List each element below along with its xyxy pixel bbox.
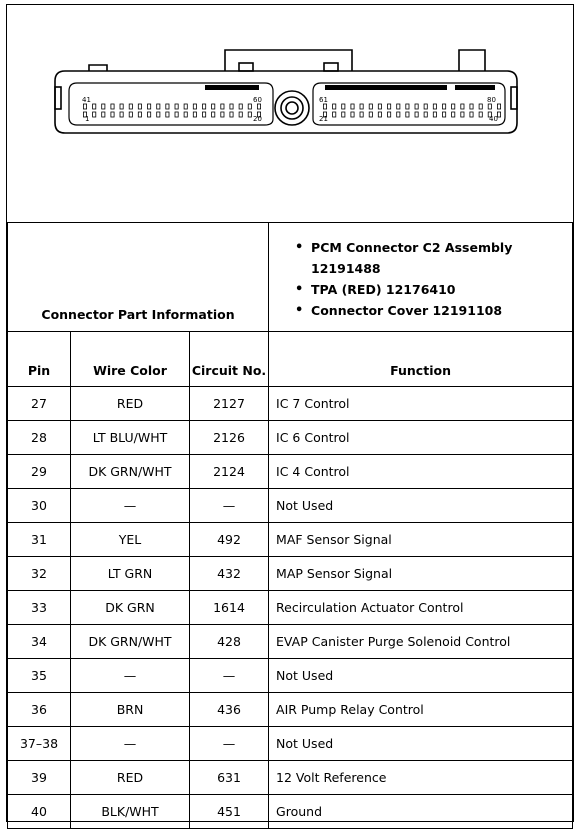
pin-cell: 30	[8, 489, 71, 523]
pin-rows	[83, 104, 500, 117]
pin-cell: 37–38	[8, 727, 71, 761]
pin-cell: 29	[8, 455, 71, 489]
wire-color-cell: DK GRN/WHT	[71, 455, 190, 489]
pin-cell: 32	[8, 557, 71, 591]
table-row	[8, 523, 573, 557]
table-header-row	[8, 332, 573, 387]
pin-label-20: 20	[253, 115, 262, 123]
function-cell: IC 6 Control	[269, 421, 573, 455]
table-row	[8, 455, 573, 489]
pin-cavity	[239, 112, 242, 117]
pin-cavity	[351, 112, 354, 117]
pin-cavity	[424, 112, 427, 117]
pin-label-41: 41	[82, 96, 91, 104]
pin-cavity	[239, 104, 242, 109]
pin-cavity	[212, 112, 215, 117]
pin-label-61: 61	[319, 96, 328, 104]
connector-info-row	[8, 223, 573, 332]
pin-cavity	[433, 112, 436, 117]
pin-cavity	[470, 112, 473, 117]
pin-cell: 31	[8, 523, 71, 557]
pin-cavity	[212, 104, 215, 109]
pin-cavity	[166, 112, 169, 117]
function-cell: Ground	[269, 795, 573, 829]
function-cell: MAF Sensor Signal	[269, 523, 573, 557]
function-cell: Recirculation Actuator Control	[269, 591, 573, 625]
wire-color-cell: BRN	[71, 693, 190, 727]
pin-cavity	[148, 112, 151, 117]
pin-cavity	[184, 104, 187, 109]
circuit-cell: —	[190, 659, 269, 693]
wire-color-cell: LT GRN	[71, 557, 190, 591]
pin-cavity	[111, 104, 114, 109]
pin-cavity	[102, 112, 105, 117]
pin-cavity	[120, 104, 123, 109]
connector-sheet	[6, 4, 574, 822]
pin-cavity	[193, 112, 196, 117]
table-row	[8, 795, 573, 829]
table-row	[8, 557, 573, 591]
pin-cavity	[369, 104, 372, 109]
wire-color-cell: DK GRN	[71, 591, 190, 625]
circuit-cell: —	[190, 727, 269, 761]
pin-cavity	[406, 104, 409, 109]
pin-cell: 40	[8, 795, 71, 829]
wire-color-cell: BLK/WHT	[71, 795, 190, 829]
connector-info-item: • PCM Connector C2 Assembly 12191488	[295, 237, 572, 279]
circuit-cell: 432	[190, 557, 269, 591]
pin-cavity	[415, 112, 418, 117]
function-cell: EVAP Canister Purge Solenoid Control	[269, 625, 573, 659]
table-row	[8, 761, 573, 795]
pin-cavity	[138, 112, 141, 117]
pin-cavity	[193, 104, 196, 109]
wire-color-cell: —	[71, 489, 190, 523]
pin-cavity	[333, 112, 336, 117]
wire-color-cell: YEL	[71, 523, 190, 557]
pin-cavity	[230, 112, 233, 117]
pin-cavity	[221, 112, 224, 117]
pin-cavity	[157, 112, 160, 117]
pin-cavity	[369, 112, 372, 117]
table-body	[8, 387, 573, 829]
pin-cavity	[129, 112, 132, 117]
function-cell: MAP Sensor Signal	[269, 557, 573, 591]
pin-cavity	[497, 104, 500, 109]
pin-cavity	[443, 112, 446, 117]
table-row	[8, 421, 573, 455]
function-cell: Not Used	[269, 659, 573, 693]
circuit-cell: 436	[190, 693, 269, 727]
pin-cavity	[360, 112, 363, 117]
pin-cavity	[175, 104, 178, 109]
function-cell: AIR Pump Relay Control	[269, 693, 573, 727]
pin-label-60: 60	[253, 96, 262, 104]
circuit-cell: 451	[190, 795, 269, 829]
pin-cavity	[452, 104, 455, 109]
connector-info-item: • TPA (RED) 12176410	[295, 279, 572, 300]
pin-cavity	[221, 104, 224, 109]
pin-cavity	[406, 112, 409, 117]
pin-cavity	[323, 104, 326, 109]
pin-cell: 27	[8, 387, 71, 421]
pin-cavity	[203, 104, 206, 109]
pin-cavity	[479, 104, 482, 109]
pin-cavity	[388, 104, 391, 109]
pin-cavity	[148, 104, 151, 109]
pin-cavity	[397, 112, 400, 117]
circuit-cell: 2124	[190, 455, 269, 489]
pin-cavity	[342, 104, 345, 109]
wire-color-cell: LT BLU/WHT	[71, 421, 190, 455]
circuit-cell: 2126	[190, 421, 269, 455]
pin-cavity	[479, 112, 482, 117]
header-circuit-no: Circuit No.	[190, 332, 269, 387]
header-wire-color: Wire Color	[71, 332, 190, 387]
pin-cavity	[452, 112, 455, 117]
pin-cavity	[378, 112, 381, 117]
pin-cell: 35	[8, 659, 71, 693]
pin-cell: 36	[8, 693, 71, 727]
table-row	[8, 489, 573, 523]
connector-info-list	[269, 223, 573, 332]
wire-color-cell: —	[71, 659, 190, 693]
pin-cavity	[138, 104, 141, 109]
pin-cavity	[248, 104, 251, 109]
pin-cavity	[342, 112, 345, 117]
header-pin: Pin	[8, 332, 71, 387]
pin-cavity	[333, 104, 336, 109]
pin-cavity	[415, 104, 418, 109]
connector-diagram	[7, 5, 572, 223]
pin-cell: 33	[8, 591, 71, 625]
pin-label-1: 1	[85, 115, 90, 123]
pin-cavity	[230, 104, 233, 109]
circuit-cell: 2127	[190, 387, 269, 421]
pin-cavity	[83, 104, 86, 109]
pin-cavity	[397, 104, 400, 109]
pin-cavity	[111, 112, 114, 117]
table-row	[8, 387, 573, 421]
circuit-cell: —	[190, 489, 269, 523]
table-row	[8, 693, 573, 727]
pin-cavity	[424, 104, 427, 109]
pin-label-21: 21	[319, 115, 328, 123]
connector-info-item: • Connector Cover 12191108	[295, 300, 572, 321]
pin-cavity	[470, 104, 473, 109]
connector-info-label: Connector Part Information	[8, 223, 269, 332]
function-cell: IC 4 Control	[269, 455, 573, 489]
pin-cavity	[120, 112, 123, 117]
pin-cavity	[175, 112, 178, 117]
wire-color-cell: —	[71, 727, 190, 761]
wire-color-cell: DK GRN/WHT	[71, 625, 190, 659]
function-cell: Not Used	[269, 727, 573, 761]
pin-cavity	[488, 104, 491, 109]
pin-cell: 28	[8, 421, 71, 455]
circuit-cell: 1614	[190, 591, 269, 625]
circuit-cell: 492	[190, 523, 269, 557]
table-row	[8, 591, 573, 625]
wire-color-cell: RED	[71, 761, 190, 795]
pin-cavity	[157, 104, 160, 109]
pin-cell: 34	[8, 625, 71, 659]
circuit-cell: 631	[190, 761, 269, 795]
pin-cavity	[360, 104, 363, 109]
pinout-table	[7, 222, 573, 829]
table-row	[8, 625, 573, 659]
function-cell: IC 7 Control	[269, 387, 573, 421]
pin-cavity	[93, 112, 96, 117]
table-row	[8, 659, 573, 693]
pin-cavity	[166, 104, 169, 109]
pin-cavity	[203, 112, 206, 117]
pin-cell: 39	[8, 761, 71, 795]
circuit-cell: 428	[190, 625, 269, 659]
pin-label-80: 80	[487, 96, 496, 104]
pin-cavity	[129, 104, 132, 109]
pin-cavity	[388, 112, 391, 117]
pin-cavity	[443, 104, 446, 109]
pin-cavity	[102, 104, 105, 109]
connector-drawing	[7, 5, 572, 222]
pin-cavity	[433, 104, 436, 109]
header-function: Function	[269, 332, 573, 387]
function-cell: Not Used	[269, 489, 573, 523]
pin-cavity	[378, 104, 381, 109]
pin-cavity	[461, 112, 464, 117]
pin-cavity	[184, 112, 187, 117]
wire-color-cell: RED	[71, 387, 190, 421]
pin-cavity	[93, 104, 96, 109]
pin-label-40: 40	[489, 115, 498, 123]
pin-cavity	[351, 104, 354, 109]
pin-cavity	[248, 112, 251, 117]
pin-cavity	[461, 104, 464, 109]
function-cell: 12 Volt Reference	[269, 761, 573, 795]
table-row	[8, 727, 573, 761]
pin-cavity	[257, 104, 260, 109]
